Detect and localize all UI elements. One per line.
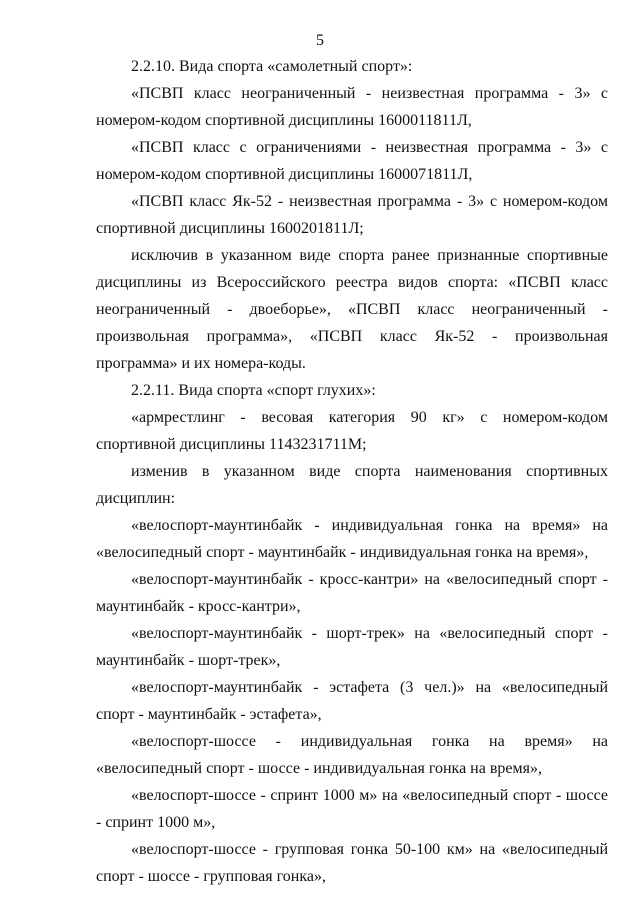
paragraph: «велоспорт-шоссе - спринт 1000 м» на «велосипедный спорт - шоссе - спринт 1000 м», — [96, 787, 608, 831]
paragraph: «ПСВП класс Як-52 - неизвестная программа - 3» с номером-кодом спортивной дисциплины 1600201811Л; — [96, 193, 608, 237]
paragraph: «велоспорт-маунтинбайк - шорт-трек» на «велосипедный спорт - маунтинбайк - шорт-трек», — [96, 625, 608, 669]
section-heading-2-2-10: 2.2.10. Вида спорта «самолетный спорт»: — [131, 58, 413, 75]
document-body — [96, 53, 608, 890]
section-heading-2-2-11: 2.2.11. Вида спорта «спорт глухих»: — [131, 382, 376, 399]
paragraph: «велоспорт-маунтинбайк - индивидуальная гонка на время» на «велосипедный спорт - маунтинбайк - индивидуальная гонка на время», — [96, 517, 608, 561]
paragraph: «велоспорт-шоссе - групповая гонка 50-100 км» на «велосипедный спорт - шоссе - групповая гонка», — [96, 841, 608, 885]
paragraph: «велоспорт-маунтинбайк - кросс-кантри» на «велосипедный спорт - маунтинбайк - кросс-кантри», — [96, 571, 608, 615]
page-number: 5 — [316, 32, 324, 49]
paragraph: «армрестлинг - весовая категория 90 кг» с номером-кодом спортивной дисциплины 1143231711М; — [96, 409, 608, 453]
paragraph: изменив в указанном виде спорта наименования спортивных дисциплин: — [96, 463, 608, 507]
paragraph: «ПСВП класс неограниченный - неизвестная программа - 3» с номером-кодом спортивной дисциплины 1600011811Л, — [96, 85, 608, 129]
paragraph: «велоспорт-шоссе - индивидуальная гонка на время» на «велосипедный спорт - шоссе - индивидуальная гонка на время», — [96, 733, 608, 777]
paragraph: «велоспорт-маунтинбайк - эстафета (3 чел.)» на «велосипедный спорт - маунтинбайк - эстафета», — [96, 679, 608, 723]
paragraph: «ПСВП класс с ограничениями - неизвестная программа - 3» с номером-кодом спортивной дисциплины 1600071811Л, — [96, 139, 608, 183]
paragraph: исключив в указанном виде спорта ранее признанные спортивные дисциплины из Всероссийского реестра видов спорта: «ПСВП класс неограниченный - двоеборье», «ПСВП класс неограниченный - произвольная программа», «ПСВП класс Як-52 - произвольная программа» и их номера-коды. — [96, 247, 608, 372]
